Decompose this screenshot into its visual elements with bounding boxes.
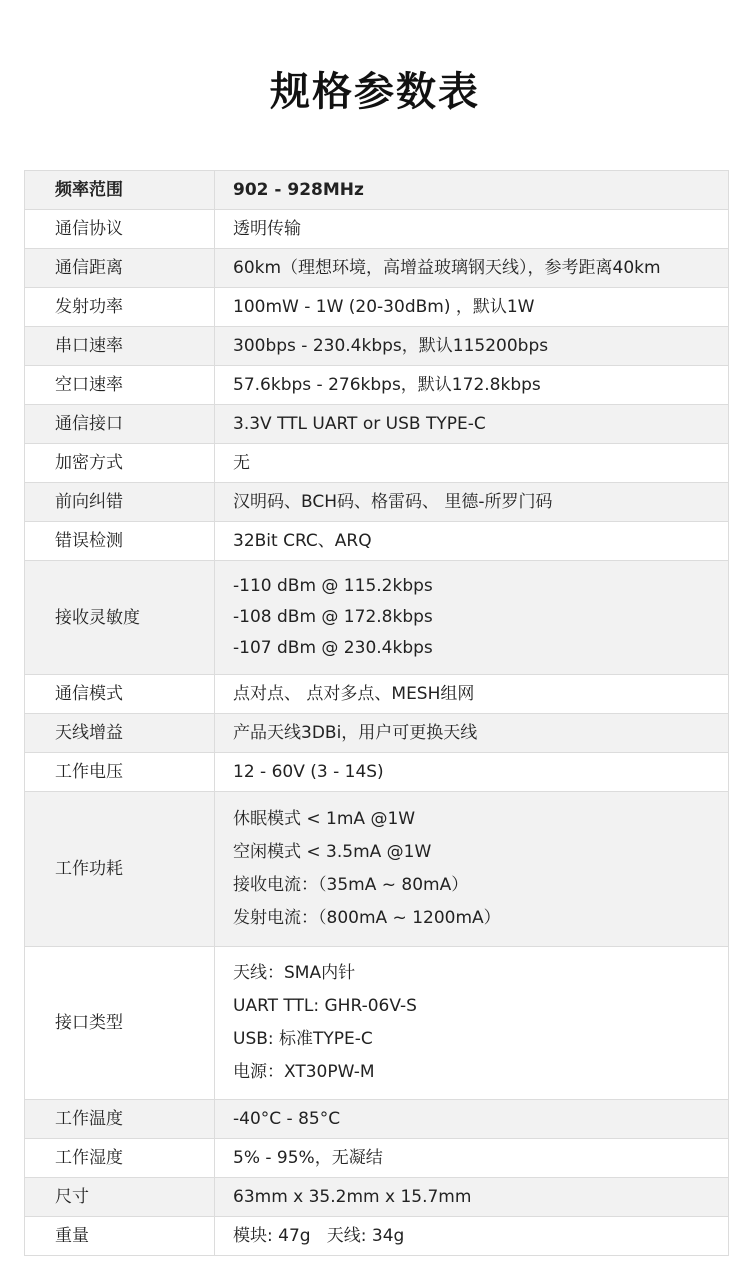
row-value-line: 接收电流：（35mA ~ 80mA） [233,875,469,895]
table-row [25,675,729,714]
row-label: 接收灵敏度 [25,561,215,675]
row-label: 空口速率 [25,366,215,405]
row-value: 模块: 47g 天线: 34g [215,1217,729,1256]
table-row [25,288,729,327]
table-row [25,366,729,405]
row-label: 前向纠错 [25,483,215,522]
row-value: 12 - 60V (3 - 14S) [215,753,729,792]
row-value-line: USB: 标准TYPE-C [233,1029,373,1049]
row-label: 错误检测 [25,522,215,561]
table-row [25,1217,729,1256]
row-label: 通信距离 [25,249,215,288]
table-row [25,249,729,288]
row-value-line: 休眠模式 < 1mA @1W [233,809,416,829]
table-row [25,1100,729,1139]
row-value: 63mm x 35.2mm x 15.7mm [215,1178,729,1217]
table-row [25,171,729,210]
row-label: 通信接口 [25,405,215,444]
table-row [25,1178,729,1217]
row-label: 工作功耗 [25,792,215,947]
row-value-line: 发射电流：（800mA ~ 1200mA） [233,908,501,928]
row-label: 工作温度 [25,1100,215,1139]
row-value: 点对点、 点对多点、MESH组网 [215,675,729,714]
table-row [25,1139,729,1178]
row-value [215,792,729,947]
row-value: 57.6kbps - 276kbps，默认172.8kbps [215,366,729,405]
table-row [25,405,729,444]
table-row [25,483,729,522]
row-label: 串口速率 [25,327,215,366]
row-label: 天线增益 [25,714,215,753]
table-row [25,444,729,483]
table-row [25,947,729,1100]
row-value-line: UART TTL: GHR-06V-S [233,996,417,1016]
row-label: 通信模式 [25,675,215,714]
table-row [25,210,729,249]
row-value: -40°C - 85°C [215,1100,729,1139]
row-label: 重量 [25,1217,215,1256]
row-value: 100mW - 1W (20-30dBm) ，默认1W [215,288,729,327]
row-value: 产品天线3DBi，用户可更换天线 [215,714,729,753]
row-value [215,561,729,675]
row-label: 工作湿度 [25,1139,215,1178]
row-label: 尺寸 [25,1178,215,1217]
row-value: 300bps - 230.4kbps，默认115200bps [215,327,729,366]
row-value: 汉明码、BCH码、格雷码、 里德-所罗门码 [215,483,729,522]
row-value: 32Bit CRC、ARQ [215,522,729,561]
table-row [25,753,729,792]
row-value: 60km（理想环境，高增益玻璃钢天线），参考距离40km [215,249,729,288]
page-title: 规格参数表 [270,69,480,115]
row-label: 加密方式 [25,444,215,483]
row-value-line: -107 dBm @ 230.4kbps [233,638,433,658]
row-value-line: 空闲模式 < 3.5mA @1W [233,842,432,862]
row-value: 902 - 928MHz [215,171,729,210]
row-label: 通信协议 [25,210,215,249]
row-label: 接口类型 [25,947,215,1100]
row-value: 3.3V TTL UART or USB TYPE-C [215,405,729,444]
row-value: 5% - 95%，无凝结 [215,1139,729,1178]
row-label: 发射功率 [25,288,215,327]
table-row [25,792,729,947]
row-value-line: -110 dBm @ 115.2kbps [233,576,433,596]
table-row [25,714,729,753]
row-value [215,947,729,1100]
row-value-line: -108 dBm @ 172.8kbps [233,607,433,627]
row-value-line: 天线：SMA内针 [233,963,356,983]
row-value-line: 电源：XT30PW-M [233,1062,375,1082]
table-row [25,561,729,675]
row-value: 透明传输 [215,210,729,249]
table-row [25,327,729,366]
table-row [25,522,729,561]
row-value: 无 [215,444,729,483]
spec-table [24,170,729,1256]
row-label: 工作电压 [25,753,215,792]
row-label: 频率范围 [25,171,215,210]
